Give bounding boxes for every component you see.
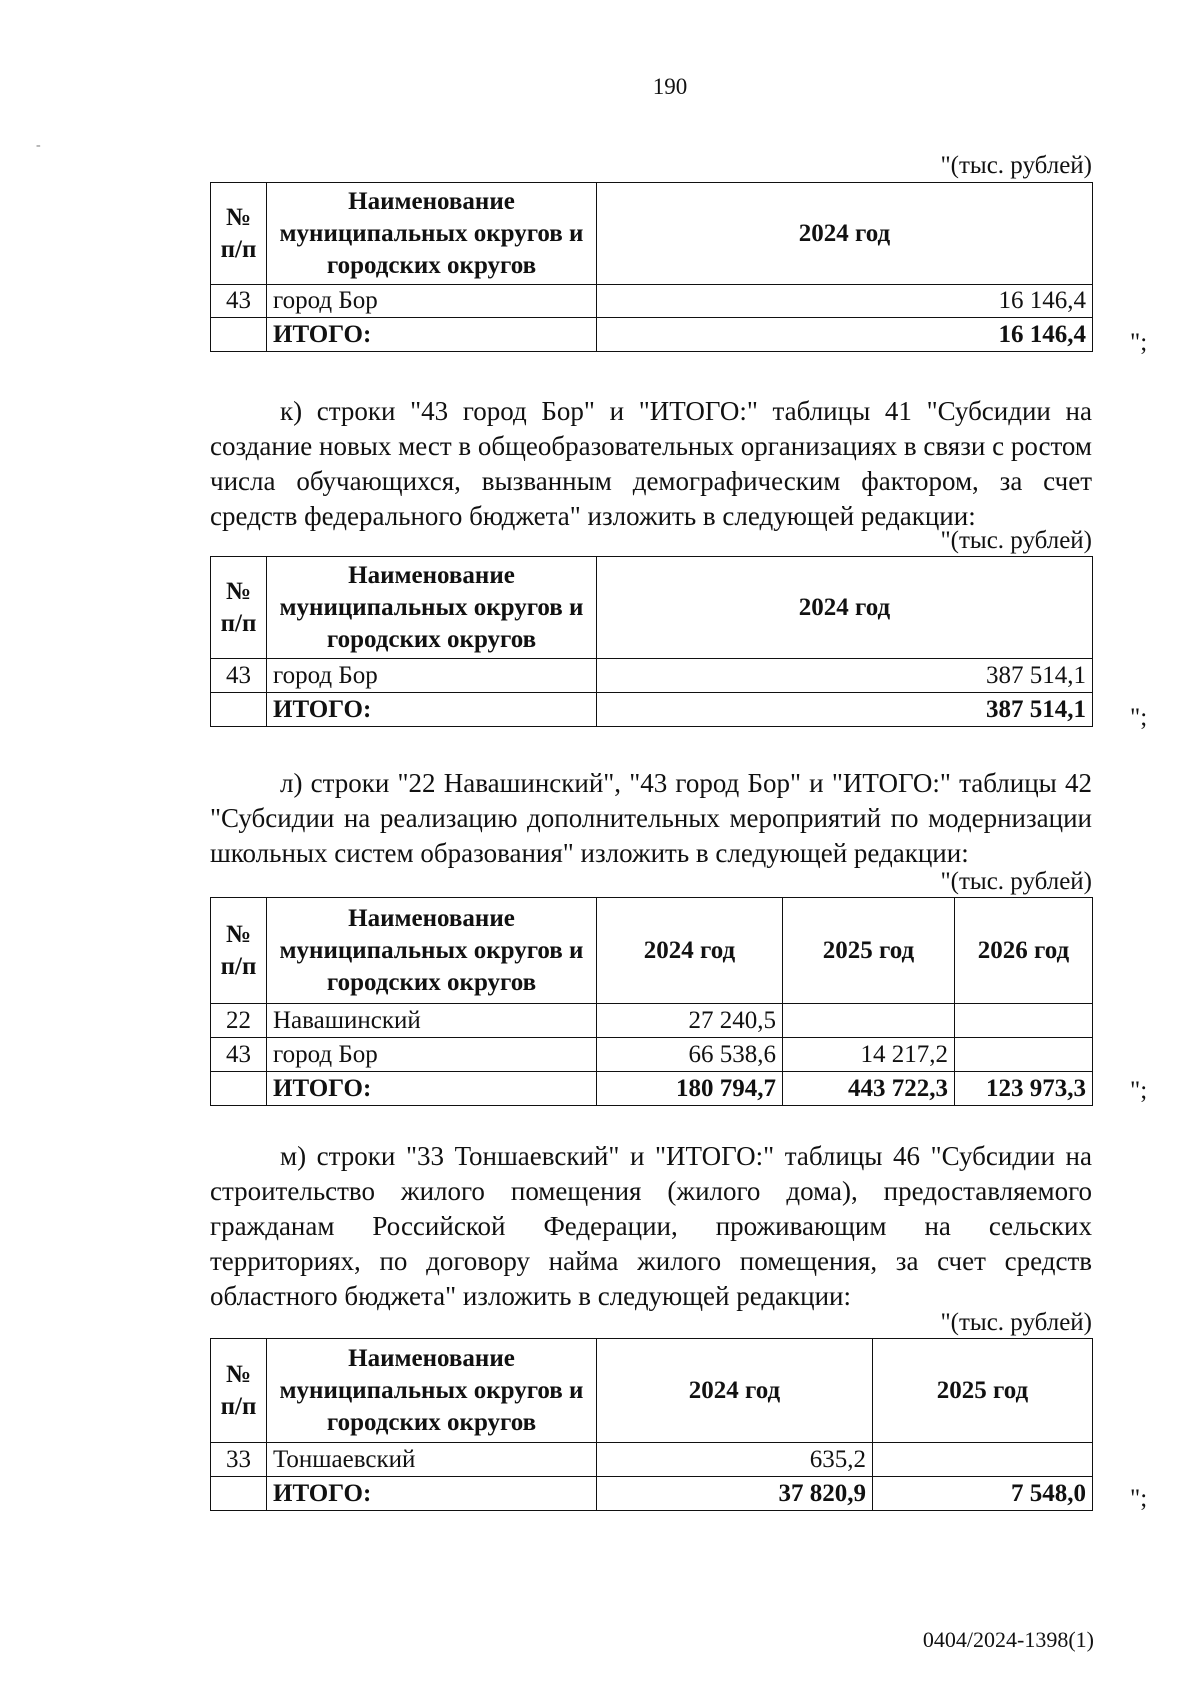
header-2025: 2025 год (873, 1339, 1093, 1443)
table-header-row (211, 557, 1093, 659)
total-value-2025: 443 722,3 (783, 1072, 955, 1106)
row-value-2024: 27 240,5 (597, 1004, 783, 1038)
row-value-2026 (955, 1038, 1093, 1072)
table-row (211, 285, 1093, 318)
total-num (211, 1477, 267, 1511)
table-header-row (211, 1339, 1093, 1443)
table-3 (210, 897, 1093, 1106)
paragraph-k: к) строки "43 город Бор" и "ИТОГО:" таблицы 41 "Субсидии на создание новых мест в общеобразовательных организациях в связи с ростом числа обучающихся, вызванным демографическим фактором, за счет средств федерального бюджета" изложить в следующей редакции: (210, 396, 1092, 531)
document-code: 0404/2024-1398(1) (922, 1627, 1094, 1652)
table-row (211, 1038, 1093, 1072)
header-2025: 2025 год (783, 898, 955, 1004)
table-2 (210, 556, 1093, 727)
unit-label-3: "(тыс. рублей) (940, 868, 1092, 895)
table-header-row (211, 898, 1093, 1004)
header-num: № п/п (211, 898, 267, 1004)
row-num: 43 (211, 285, 267, 318)
row-name: Тоншаевский (267, 1443, 597, 1477)
row-value-2024: 66 538,6 (597, 1038, 783, 1072)
closing-mark-4: "; (1130, 1485, 1148, 1512)
paragraph-m: м) строки "33 Тоншаевский" и "ИТОГО:" таблицы 46 "Субсидии на строительство жилого помещения (жилого дома), предоставляемого гражданам Российской Федерации, проживающим на сельских территориях, по договору найма жилого помещения, за счет средств областного бюджета" изложить в следующей редакции: (210, 1141, 1092, 1311)
table-1 (210, 182, 1093, 352)
total-value-2024: 387 514,1 (597, 693, 1093, 727)
total-label: ИТОГО: (267, 693, 597, 727)
total-label: ИТОГО: (267, 318, 597, 352)
row-value-2024: 635,2 (597, 1443, 873, 1477)
row-value-2024: 16 146,4 (597, 285, 1093, 318)
header-2024: 2024 год (597, 183, 1093, 285)
total-value-2025: 7 548,0 (873, 1477, 1093, 1511)
total-value-2024: 16 146,4 (597, 318, 1093, 352)
header-2024: 2024 год (597, 1339, 873, 1443)
total-label: ИТОГО: (267, 1072, 597, 1106)
row-value-2025 (873, 1443, 1093, 1477)
row-name: город Бор (267, 1038, 597, 1072)
page-number: 190 (652, 74, 688, 99)
row-num: 43 (211, 1038, 267, 1072)
total-row (211, 318, 1093, 352)
header-num: № п/п (211, 183, 267, 285)
row-num: 43 (211, 659, 267, 693)
header-name: Наименование муниципальных округов и городских округов (267, 557, 597, 659)
header-num: № п/п (211, 557, 267, 659)
total-value-2026: 123 973,3 (955, 1072, 1093, 1106)
table-row (211, 1443, 1093, 1477)
unit-label-2: "(тыс. рублей) (940, 527, 1092, 554)
row-name: город Бор (267, 285, 597, 318)
corner-mark: - (36, 138, 41, 153)
table-row (211, 659, 1093, 693)
total-value-2024: 180 794,7 (597, 1072, 783, 1106)
total-row (211, 693, 1093, 727)
table-4 (210, 1338, 1093, 1511)
row-num: 22 (211, 1004, 267, 1038)
total-row (211, 1072, 1093, 1106)
closing-mark-2: "; (1130, 704, 1148, 731)
header-name: Наименование муниципальных округов и городских округов (267, 1339, 597, 1443)
row-value-2025 (783, 1004, 955, 1038)
total-num (211, 318, 267, 352)
paragraph-l: л) строки "22 Навашинский", "43 город Бор" и "ИТОГО:" таблицы 42 "Субсидии на реализацию дополнительных мероприятий по модернизации школьных систем образования" изложить в следующей редакции: (210, 768, 1092, 868)
closing-mark-1: "; (1130, 329, 1148, 356)
row-num: 33 (211, 1443, 267, 1477)
header-name: Наименование муниципальных округов и городских округов (267, 898, 597, 1004)
total-num (211, 693, 267, 727)
header-2026: 2026 год (955, 898, 1093, 1004)
row-name: Навашинский (267, 1004, 597, 1038)
row-value-2026 (955, 1004, 1093, 1038)
header-2024: 2024 год (597, 898, 783, 1004)
total-value-2024: 37 820,9 (597, 1477, 873, 1511)
row-value-2025: 14 217,2 (783, 1038, 955, 1072)
table-header-row (211, 183, 1093, 285)
unit-label-4: "(тыс. рублей) (940, 1309, 1092, 1336)
table-row (211, 1004, 1093, 1038)
header-name: Наименование муниципальных округов и городских округов (267, 183, 597, 285)
header-2024: 2024 год (597, 557, 1093, 659)
total-row (211, 1477, 1093, 1511)
header-num: № п/п (211, 1339, 267, 1443)
total-label: ИТОГО: (267, 1477, 597, 1511)
row-name: город Бор (267, 659, 597, 693)
unit-label-1: "(тыс. рублей) (940, 152, 1092, 179)
closing-mark-3: "; (1130, 1077, 1148, 1104)
total-num (211, 1072, 267, 1106)
row-value-2024: 387 514,1 (597, 659, 1093, 693)
